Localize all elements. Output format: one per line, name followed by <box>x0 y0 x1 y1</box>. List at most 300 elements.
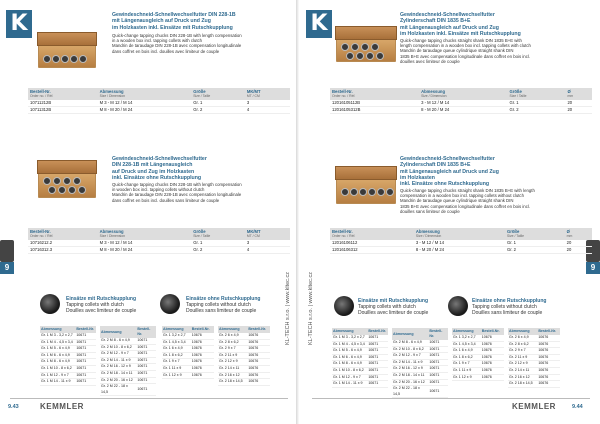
table-cell: 10671 <box>367 361 388 368</box>
table-row <box>392 366 448 373</box>
table-cell: 10676 <box>191 372 214 379</box>
table-row <box>162 352 214 359</box>
table-cell: 10671 <box>367 354 388 361</box>
table-cell: M 8 - M 20 / M 24 <box>98 106 192 113</box>
table-cell: Gr. 2 6 x 4,9 <box>508 335 537 341</box>
table-cell: 20 <box>565 100 592 106</box>
table-cell: 10671 <box>428 340 448 346</box>
table-row <box>452 328 504 335</box>
table-cell: 10671 <box>136 357 156 364</box>
table-cell: Gr. 2 M 12 - 9 x 7 <box>100 351 136 358</box>
table-header-cell: Abmessung <box>218 326 247 333</box>
table-cell: Gr. 1 M 3 - 3,2 x 2,7 <box>40 333 75 339</box>
table-cell: 10671 <box>428 353 448 360</box>
table-cell: 10671 <box>136 338 156 344</box>
table-cell: 10671 <box>428 366 448 373</box>
table-row <box>508 354 560 361</box>
table-header-cell: Abmessung <box>100 326 136 338</box>
table-cell: 10671 <box>367 374 388 381</box>
table-cell: 10671 <box>75 379 96 386</box>
col-header: Bestell-Nr. Order no. / Réf. <box>28 88 98 100</box>
table-cell: Gr. 2 18 x 14,5 <box>508 381 537 388</box>
table-header-cell: Abmessung Size / Dimension <box>414 228 505 240</box>
table-cell: 10676 <box>247 352 270 359</box>
table-cell: Gr. 2 M 14 - 11 x 9 <box>100 357 136 364</box>
insert-table <box>392 328 448 398</box>
table-cell: 3 <box>245 240 290 246</box>
table-cell: 8 - M 20 / M 24 <box>414 246 505 253</box>
table-row <box>452 367 504 374</box>
product-title: Gewindeschneid-Schnellwechselfutter DIN 228-1B mit Längenausgleich auf Druck und Zug im Holzkasten inkl. Einsätze ohne Rutschkupplung <box>112 156 207 181</box>
table-cell: 10671 <box>75 346 96 353</box>
table-cell: Gr. 2 8 x 6,2 <box>218 339 247 346</box>
page-number: 9.44 <box>572 404 583 410</box>
product-title: Gewindeschneid-Schnellwechselfutter DIN 228-1B mit Längenausgleich auf Druck und Zug im Holzkasten inkl. Einsätze mit Rutschkupplung <box>112 12 236 31</box>
product-description: Quick-change tapping chucks straight shank DIN 1835 B+E with length compensation in a wooden box incl. tapping collets without clutch Mandrin de taraudage queue cylindrique straight shank DIN 1835 B+E avec compensation longitudinale dans coffret en bois incl. douilles sans limiteur de couple <box>400 188 535 214</box>
table-cell: 10671 <box>75 352 96 359</box>
table-cell: 20 <box>565 240 592 246</box>
table-cell: 10671 <box>428 346 448 353</box>
insert-title: Einsätze mit Rutschkupplung Tapping collets with clutch Douilles avec limiteur de couple <box>358 298 429 316</box>
table-cell: 10676 <box>481 335 504 341</box>
table-header-cell: Abmessung Size / Dimension <box>419 88 507 100</box>
page-number: 9.43 <box>8 404 19 410</box>
col-header: MK/MT MT / CM <box>245 88 290 100</box>
table-header-cell: Bestell-Nr. <box>481 328 504 335</box>
table-cell: Gr. 1 12 x 9 <box>452 374 481 381</box>
side-text: KL-TECH s.r.o. | www.kltec.cz <box>285 272 291 345</box>
table-row <box>332 354 388 361</box>
product-title: Gewindeschneid-Schnellwechselfutter Zylinderschaft DIN 1835 B+E mit Längenausgleich auf Druck und Zug im Holzkasten inkl. Einsätze ohne Rutschkupplung <box>400 156 499 188</box>
table-header-cell: Abmessung <box>162 326 191 333</box>
table-cell: Gr. 1 M 12 - 9 x 7 <box>332 374 367 381</box>
table-cell: M 3 - M 12 / M 14 <box>98 100 192 106</box>
table-row <box>332 361 388 368</box>
table-header-cell: Abmessung Size / Dimension <box>98 228 192 240</box>
table-cell: 10676 <box>481 367 504 374</box>
table-cell: Gr. 2 M 12 - 9 x 7 <box>392 353 428 360</box>
table-cell: Gr. 2 M 22 - 18 x 14,5 <box>100 384 136 396</box>
table-cell: 10671 <box>136 370 156 377</box>
table-header-cell: Bestell-Nr. <box>247 326 270 333</box>
table-header-cell: Abmessung <box>40 326 75 333</box>
table-row <box>452 348 504 355</box>
table-cell: Gr. 2 M 14 - 11 x 9 <box>392 359 428 366</box>
table-cell: Gr. 2 M 20 - 16 x 12 <box>392 379 428 386</box>
table-cell: Gr. 2 12 x 9 <box>508 361 537 368</box>
table-cell: 8 - M 20 / M 24 <box>419 106 507 113</box>
table-header-cell: Abmessung <box>452 328 481 335</box>
table-row <box>330 88 592 100</box>
table-cell: Gr. 1 <box>191 100 245 106</box>
table-cell: Gr. 1 M 6 - 6 x 4,9 <box>332 354 367 361</box>
table-row <box>100 351 156 358</box>
table-header-cell: Bestell-Nr. <box>428 328 448 340</box>
table-row <box>28 88 290 100</box>
table-cell: Gr. 2 M 16 - 12 x 9 <box>100 364 136 371</box>
table-row <box>218 379 270 386</box>
table-row <box>28 246 290 253</box>
table-cell: 10671 <box>75 333 96 339</box>
table-cell: Gr. 2 8 x 6,2 <box>508 341 537 348</box>
table-cell: Gr. 1 8 x 6,2 <box>162 352 191 359</box>
col-header: Größe Size / Taille <box>191 88 245 100</box>
table-row <box>218 346 270 353</box>
table-row <box>100 326 156 338</box>
table-header-cell: Bestell-Nr. <box>76 327 95 331</box>
table-cell: Gr. 1 3,2 x 2,7 <box>162 333 191 339</box>
table-cell: 12016105112B <box>330 100 419 106</box>
table-cell: 10671 <box>136 344 156 351</box>
table-row <box>40 365 96 372</box>
table-cell: 10671 <box>136 384 156 396</box>
table-cell: 10671 <box>428 379 448 386</box>
table-cell: Gr. 1 M 14 - 11 x 9 <box>332 381 367 388</box>
table-row <box>508 361 560 368</box>
table-cell: Gr. 2 <box>191 106 245 113</box>
table-row <box>218 352 270 359</box>
table-cell: 10676 <box>481 348 504 355</box>
table-row <box>332 374 388 381</box>
table-cell: 20 <box>565 106 592 113</box>
table-cell: 10711312B <box>28 106 98 113</box>
table-cell: Gr. 1 6 x 4,9 <box>162 346 191 353</box>
table-cell: Gr. 1 M 10 - 8 x 6,2 <box>40 365 75 372</box>
table-cell: 10671 <box>367 348 388 355</box>
table-row <box>218 372 270 379</box>
table-row <box>332 341 388 348</box>
table-cell: Gr. 2 16 x 12 <box>218 372 247 379</box>
table-row <box>508 367 560 374</box>
table-cell: 10676 <box>537 348 560 355</box>
table-row <box>508 381 560 388</box>
order-table <box>330 228 592 254</box>
table-cell: 10676 <box>537 354 560 361</box>
table-cell: 10676 <box>191 359 214 366</box>
table-row <box>100 377 156 384</box>
table-row <box>392 372 448 379</box>
insert-title: Einsätze mit Rutschkupplung Tapping collets with clutch Douilles avec limiteur de couple <box>66 296 137 314</box>
table-cell: Gr. 1 M 14 - 11 x 9 <box>40 379 75 386</box>
table-header-cell: Größe Size / Taille <box>505 228 565 240</box>
table-row <box>392 359 448 366</box>
table-cell: 10676 <box>537 335 560 341</box>
table-cell: 10676 <box>481 354 504 361</box>
table-header-cell: Bestell-Nr. Order no. / Réf. <box>28 228 98 240</box>
kemmler-logo: K <box>306 10 332 38</box>
table-row <box>162 346 214 353</box>
collet-without-clutch-image <box>160 294 180 314</box>
table-cell: Gr. 1 4,5 x 3,4 <box>452 341 481 348</box>
table-cell: Gr. 2 <box>507 106 565 113</box>
table-row <box>100 344 156 351</box>
table-header-cell: Bestell-Nr. <box>537 328 560 335</box>
insert-table <box>162 326 214 379</box>
brand-footer: KEMMLER <box>40 402 84 411</box>
table-row <box>330 246 592 253</box>
table-cell: 10676 <box>537 361 560 368</box>
table-cell: Gr. 1 <box>507 100 565 106</box>
table-cell: 10676 <box>191 365 214 372</box>
table-cell: 10676 <box>247 333 270 339</box>
table-row <box>218 339 270 346</box>
table-row <box>330 106 592 113</box>
table-header-cell: Bestell-Nr. Order no. / Réf. <box>330 228 414 240</box>
product-description: Quick-change tapping chucks DIN 228-1B with length compensation in a wooden box incl. tapping collets with clutch Mandrin de taraudage DIN 228-1B avec compensation longitudinale dans coffret en bois incl. douilles avec limiteur de couple <box>112 33 242 54</box>
table-row <box>332 367 388 374</box>
kemmler-logo: K <box>6 10 32 38</box>
table-cell: Gr. 1 M 3 - 3,2 x 2,7 <box>332 335 367 341</box>
table-row <box>162 365 214 372</box>
table-row <box>332 328 388 335</box>
table-cell: Gr. 1 M 5 - 6 x 4,9 <box>40 346 75 353</box>
table-cell: Gr. 1 3,2 x 2,7 <box>452 335 481 341</box>
table-row <box>452 361 504 368</box>
table-cell: Gr. 2 12 x 9 <box>218 359 247 366</box>
product-title: Gewindeschneid-Schnellwechselfutter Zylinderschaft DIN 1835 B+E mit Längenausgleich auf Druck und Zug im Holzkasten inkl. Einsätze mit Rutschkupplung <box>400 12 521 37</box>
table-row <box>452 341 504 348</box>
table-cell: Gr. 2 M 10 - 8 x 6,2 <box>100 344 136 351</box>
table-cell: Gr. 2 14 x 11 <box>218 365 247 372</box>
table-row <box>100 357 156 364</box>
table-cell: Gr. 2 M 20 - 16 x 12 <box>100 377 136 384</box>
table-cell: 10716212.2 <box>28 240 98 246</box>
table-cell: Gr. 1 M 12 - 9 x 7 <box>40 372 75 379</box>
wooden-box-image <box>38 172 96 198</box>
table-cell: Gr. 1 M 5 - 6 x 4,9 <box>332 348 367 355</box>
table-cell: 10671 <box>75 372 96 379</box>
table-cell: 10671 <box>428 359 448 366</box>
table-cell: Gr. 2 16 x 12 <box>508 374 537 381</box>
chapter-tab: 9 <box>586 262 600 274</box>
table-cell: Gr. 2 11 x 9 <box>218 352 247 359</box>
collet-thumbnail <box>0 240 14 262</box>
table-row <box>218 365 270 372</box>
table-cell: 3 - M 12 / M 14 <box>414 240 505 246</box>
table-cell: Gr. 2 9 x 7 <box>218 346 247 353</box>
table-row <box>218 359 270 366</box>
table-cell: Gr. 2 11 x 9 <box>508 354 537 361</box>
table-cell: 10676 <box>481 374 504 381</box>
wooden-box-image <box>38 44 96 68</box>
table-cell: 10671 <box>367 381 388 388</box>
table-cell: 10671 <box>75 365 96 372</box>
table-header-cell: Bestell-Nr. <box>136 326 156 338</box>
table-row <box>28 106 290 113</box>
table-cell: M 8 - M 20 / M 24 <box>98 246 192 253</box>
table-header-cell: Größe Size / Taille <box>191 228 245 240</box>
wooden-box-image <box>336 178 396 204</box>
table-row <box>40 339 96 346</box>
table-cell: Gr. 2 <box>505 246 565 253</box>
table-cell: 10676 <box>191 352 214 359</box>
table-cell: Gr. 2 <box>191 246 245 253</box>
table-cell: Gr. 1 M 8 - 6 x 4,9 <box>332 361 367 368</box>
table-cell: Gr. 1 M 6 - 6 x 4,9 <box>40 352 75 359</box>
table-cell: 3 - M 12 / M 14 <box>419 100 507 106</box>
table-header-cell: Abmessung <box>392 328 428 340</box>
table-cell: 10676 <box>247 365 270 372</box>
table-row <box>508 348 560 355</box>
table-row <box>392 379 448 386</box>
table-cell: Gr. 2 M 22 - 18 x 14,5 <box>392 386 428 398</box>
table-cell: Gr. 2 M 10 - 8 x 6,2 <box>392 346 428 353</box>
table-cell: 10716312.3 <box>28 246 98 253</box>
table-cell: 10676 <box>247 339 270 346</box>
table-cell: 4 <box>245 246 290 253</box>
table-cell: Gr. 1 12 x 9 <box>162 372 191 379</box>
insert-title: Einsätze ohne Rutschkupplung Tapping collets without clutch Douilles sans limiteur de couple <box>186 296 261 314</box>
table-cell: 10671 <box>136 377 156 384</box>
table-cell: 10671 <box>136 351 156 358</box>
table-row <box>218 326 270 333</box>
table-cell: Gr. 2 M 18 - 14 x 11 <box>100 370 136 377</box>
table-cell: 10671 <box>367 335 388 341</box>
table-header-cell: Bestell-Nr. <box>191 326 214 333</box>
table-row <box>392 328 448 340</box>
table-cell: 10676 <box>481 341 504 348</box>
insert-title: Einsätze ohne Rutschkupplung Tapping collets without clutch Douilles sans limiteur de couple <box>472 298 547 316</box>
table-row <box>508 374 560 381</box>
table-row <box>452 354 504 361</box>
insert-table <box>40 326 96 386</box>
order-table <box>28 88 290 114</box>
table-row <box>392 353 448 360</box>
table-row <box>40 379 96 386</box>
table-cell: 10676 <box>537 341 560 348</box>
table-cell: 10671 <box>136 364 156 371</box>
table-cell: 10671 <box>367 367 388 374</box>
wooden-box-image <box>336 38 396 62</box>
table-cell: 12016105312B <box>330 106 419 113</box>
table-cell: 3 <box>245 100 290 106</box>
table-row <box>162 372 214 379</box>
insert-table <box>508 328 560 388</box>
table-cell: Gr. 1 8 x 6,2 <box>452 354 481 361</box>
table-cell: Gr. 2 M 16 - 12 x 9 <box>392 366 428 373</box>
table-cell: 12016106312 <box>330 246 414 253</box>
table-cell: 10671 <box>367 341 388 348</box>
table-cell: 10676 <box>537 381 560 388</box>
table-cell: 10676 <box>481 361 504 368</box>
insert-table <box>100 326 156 396</box>
table-cell: Gr. 2 6 x 4,9 <box>218 333 247 339</box>
table-cell: 10711212B <box>28 100 98 106</box>
order-table <box>28 228 290 254</box>
table-row <box>330 228 592 240</box>
table-header-cell: MK/MT MT / CM <box>245 228 290 240</box>
table-cell: 10671 <box>75 339 96 346</box>
table-cell: 10676 <box>537 374 560 381</box>
side-text: KL-TECH s.r.o. | www.kltec.cz <box>308 272 314 345</box>
brand-footer: KEMMLER <box>512 402 556 411</box>
collet-with-clutch-image <box>334 296 354 316</box>
table-cell: Gr. 1 11 x 9 <box>162 365 191 372</box>
table-row <box>162 339 214 346</box>
table-header-cell: Bestell-Nr. <box>368 329 387 333</box>
table-cell: 10676 <box>191 333 214 339</box>
table-cell: Gr. 1 11 x 9 <box>452 367 481 374</box>
insert-table <box>218 326 270 386</box>
table-row <box>40 359 96 366</box>
table-cell: Gr. 2 14 x 11 <box>508 367 537 374</box>
table-cell: 10676 <box>247 359 270 366</box>
table-row <box>100 384 156 396</box>
table-row <box>332 381 388 388</box>
table-cell: 10671 <box>428 372 448 379</box>
table-cell: 10676 <box>247 346 270 353</box>
table-row <box>40 352 96 359</box>
table-cell: Gr. 1 4,5 x 3,4 <box>162 339 191 346</box>
table-cell: 10676 <box>191 339 214 346</box>
table-cell: Gr. 2 M 8 - 6 x 4,9 <box>100 338 136 344</box>
table-cell: Gr. 1 M 4 - 4,5 x 3,4 <box>332 341 367 348</box>
table-header-cell: Abmessung <box>332 328 367 335</box>
table-header-cell: Ø mm <box>565 228 592 240</box>
table-row <box>40 346 96 353</box>
insert-table <box>452 328 504 381</box>
table-row <box>392 346 448 353</box>
table-row <box>162 359 214 366</box>
table-cell: 10676 <box>191 346 214 353</box>
table-row <box>100 370 156 377</box>
table-cell: Gr. 1 9 x 7 <box>452 361 481 368</box>
table-cell: 10671 <box>428 386 448 398</box>
table-cell: Gr. 1 M 10 - 8 x 6,2 <box>332 367 367 374</box>
table-row <box>452 374 504 381</box>
table-row <box>100 364 156 371</box>
table-row <box>332 348 388 355</box>
product-description: Quick-change tapping chucks straight shank DIN 1835 B+E with length compensation in a wooden box incl. tapping collets with clutch Mandrin de taraudage queue cylindrique straight shank DIN 1835 B+E avec compensation longitudinale dans coffret en bois incl. douilles avec limiteur de couple <box>400 38 531 64</box>
table-cell: 10676 <box>537 367 560 374</box>
table-row <box>508 341 560 348</box>
table-cell: M 3 - M 12 / M 14 <box>98 240 192 246</box>
table-cell: 10676 <box>247 372 270 379</box>
insert-table <box>332 328 388 388</box>
table-cell: Gr. 1 6 x 4,9 <box>452 348 481 355</box>
table-cell: 12016106112 <box>330 240 414 246</box>
right-page <box>300 0 600 424</box>
table-cell: Gr. 2 M 18 - 14 x 11 <box>392 372 428 379</box>
table-cell: Gr. 2 18 x 14,5 <box>218 379 247 386</box>
table-cell: Gr. 1 <box>505 240 565 246</box>
table-header-cell: Größe Size / Taille <box>507 88 565 100</box>
table-cell: Gr. 1 M 4 - 4,5 x 3,4 <box>40 339 75 346</box>
table-cell: Gr. 1 9 x 7 <box>162 359 191 366</box>
table-row <box>508 328 560 335</box>
col-header: Abmessung Size / Dimension <box>98 88 192 100</box>
chapter-tab: 9 <box>0 262 14 274</box>
table-row <box>28 228 290 240</box>
table-row <box>392 386 448 398</box>
table-cell: Gr. 1 <box>191 240 245 246</box>
table-cell: Gr. 2 9 x 7 <box>508 348 537 355</box>
table-header-cell: Ø mm <box>565 88 592 100</box>
table-cell: 4 <box>245 106 290 113</box>
collet-with-clutch-image <box>40 294 60 314</box>
table-header-cell: Bestell-Nr. Order no. / Réf. <box>330 88 419 100</box>
table-row <box>40 326 96 333</box>
table-cell: Gr. 1 M 8 - 6 x 4,9 <box>40 359 75 366</box>
table-row <box>162 326 214 333</box>
table-row <box>40 372 96 379</box>
table-cell: Gr. 2 M 8 - 6 x 4,9 <box>392 340 428 346</box>
product-description: Quick-change tapping chucks DIN 228-1B with length compensation in wooden box incl. tapping collets without clutch Mandrin de taraudage DIN 228-1B avec compensation longitudinale dans coffret en bois incl. douilles sans limiteur de couple <box>112 182 242 203</box>
collet-without-clutch-image <box>448 296 468 316</box>
table-cell: 10671 <box>75 359 96 366</box>
table-cell: 20 <box>565 246 592 253</box>
order-table <box>330 88 592 114</box>
